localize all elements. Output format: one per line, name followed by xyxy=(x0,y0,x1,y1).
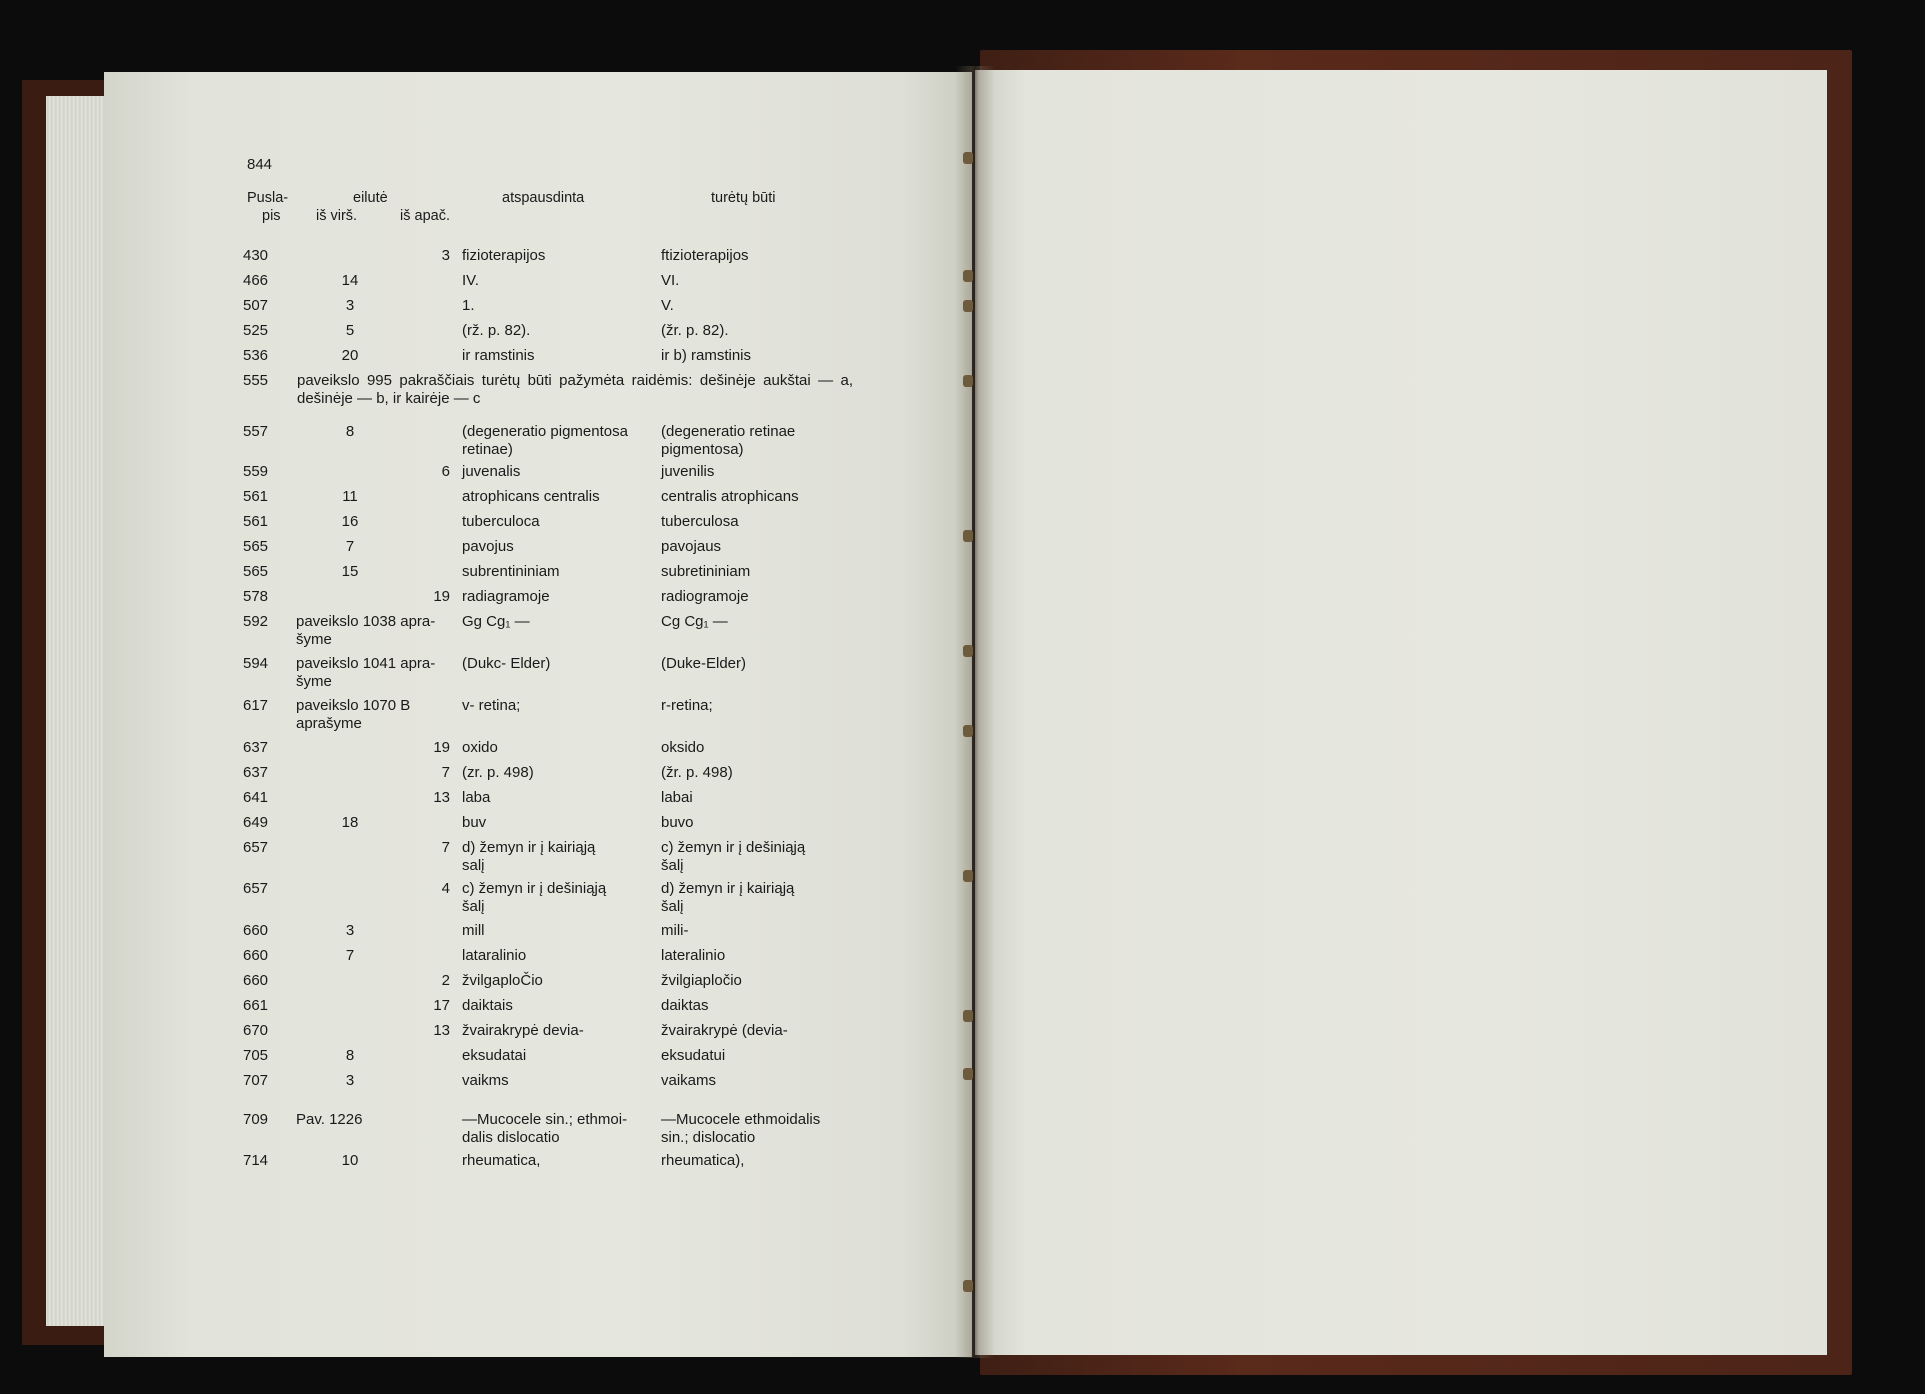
errata-line-from-bottom: 13 xyxy=(433,1022,450,1039)
errata-line-from-top: 18 xyxy=(341,814,359,831)
errata-correct-text: ir b) ramstinis xyxy=(661,347,752,364)
errata-correct-text: žvairakrypė (devia- xyxy=(661,1022,788,1039)
errata-correct-text: Cg Cg₁ — xyxy=(661,613,728,630)
errata-printed-text: Gg Cg₁ — xyxy=(462,613,530,630)
errata-printed-text: oxido xyxy=(462,739,498,756)
errata-page: 705 xyxy=(243,1047,269,1064)
errata-printed-text: v- retina; xyxy=(462,697,521,714)
errata-line-from-top: 14 xyxy=(341,272,359,289)
errata-correct-text: žvilgiapločio xyxy=(661,972,742,989)
errata-line-from-top: 11 xyxy=(342,488,358,505)
errata-page: 637 xyxy=(243,739,269,756)
errata-page: 660 xyxy=(243,972,269,989)
stitch-mark xyxy=(963,1010,973,1022)
errata-line-from-top: paveikslo 1038 apra- šyme xyxy=(296,613,436,648)
errata-line-from-top: 3 xyxy=(345,1072,355,1089)
header-from-bottom: iš apač. xyxy=(400,208,450,224)
errata-page: 559 xyxy=(243,463,269,480)
errata-page: 657 xyxy=(243,839,269,856)
errata-page: 555 xyxy=(243,372,269,389)
errata-correct-text: juvenilis xyxy=(661,463,715,480)
book-gutter xyxy=(955,66,995,1358)
errata-correct-text: centralis atrophicans xyxy=(661,488,799,505)
errata-page: 661 xyxy=(243,997,269,1014)
errata-correct-text: radiogramoje xyxy=(661,588,749,605)
errata-page: 466 xyxy=(243,272,269,289)
errata-correct-text: V. xyxy=(661,297,674,314)
header-page-line2: pis xyxy=(262,208,281,224)
errata-page: 565 xyxy=(243,538,269,555)
errata-line-from-top: 3 xyxy=(345,922,355,939)
errata-printed-text: juvenalis xyxy=(462,463,521,480)
errata-page: 592 xyxy=(243,613,269,630)
errata-page: 594 xyxy=(243,655,269,672)
page-number: 844 xyxy=(247,156,273,173)
errata-printed-text: subrentininiam xyxy=(462,563,560,580)
errata-page: 507 xyxy=(243,297,269,314)
errata-page: 641 xyxy=(243,789,269,806)
errata-correct-text: pavojaus xyxy=(661,538,722,555)
errata-page: 557 xyxy=(243,423,269,440)
header-page-line1: Pusla- xyxy=(247,190,289,206)
stitch-mark xyxy=(963,375,973,387)
errata-correct-text: tuberculosa xyxy=(661,513,739,530)
errata-page: 649 xyxy=(243,814,269,831)
errata-printed-text: atrophicans centralis xyxy=(462,488,600,505)
errata-correct-text: labai xyxy=(661,789,693,806)
errata-printed-text: rheumatica, xyxy=(462,1152,541,1169)
errata-printed-text: žvilgaploČio xyxy=(462,972,543,989)
errata-correct-text: mili- xyxy=(661,922,689,939)
errata-page: 714 xyxy=(243,1152,269,1169)
errata-line-from-top: paveikslo 1041 apra- šyme xyxy=(296,655,436,690)
errata-correct-text: VI. xyxy=(661,272,680,289)
errata-page: 660 xyxy=(243,947,269,964)
errata-printed-text: tuberculoca xyxy=(462,513,540,530)
errata-line-from-bottom: 19 xyxy=(433,739,450,756)
errata-correct-text: (Duke-Elder) xyxy=(661,655,747,672)
errata-printed-text: fizioterapijos xyxy=(462,247,546,264)
stitch-mark xyxy=(963,530,973,542)
errata-printed-text: lataralinio xyxy=(462,947,527,964)
errata-printed-text: 1. xyxy=(462,297,475,314)
stitch-mark xyxy=(963,270,973,282)
errata-printed-text: (zr. p. 498) xyxy=(462,764,534,781)
errata-line-from-top: 10 xyxy=(341,1152,359,1169)
errata-page: 561 xyxy=(243,513,269,530)
errata-line-from-bottom: 7 xyxy=(441,839,450,856)
errata-printed-text: d) žemyn ir į kairiąją salį xyxy=(462,839,596,874)
stitch-mark xyxy=(963,1068,973,1080)
errata-printed-text: —Mucocele sin.; ethmoi- dalis dislocatio xyxy=(462,1111,628,1146)
errata-correct-text: oksido xyxy=(661,739,705,756)
stitch-mark xyxy=(963,1280,973,1292)
stitch-mark xyxy=(963,725,973,737)
errata-page: 709 xyxy=(243,1111,269,1128)
errata-line-from-bottom: 2 xyxy=(441,972,450,989)
errata-printed-text: laba xyxy=(462,789,491,806)
errata-printed-text: pavojus xyxy=(462,538,514,555)
header-printed: atspausdinta xyxy=(502,190,585,206)
errata-page: 536 xyxy=(243,347,269,364)
errata-printed-text: vaikms xyxy=(462,1072,509,1089)
errata-line-from-top: 7 xyxy=(345,947,355,964)
errata-printed-text: daiktais xyxy=(462,997,513,1014)
errata-correct-text: —Mucocele ethmoidalis sin.; dislocatio xyxy=(661,1111,821,1146)
errata-page: 670 xyxy=(243,1022,269,1039)
errata-line-from-top: paveikslo 1070 B aprašyme xyxy=(296,697,411,732)
errata-correct-text: c) žemyn ir į dešiniąją šalį xyxy=(661,839,806,874)
errata-line-from-bottom: 7 xyxy=(441,764,450,781)
errata-printed-text: ir ramstinis xyxy=(462,347,535,364)
errata-line-from-top: 20 xyxy=(341,347,359,364)
errata-correct-text: (žr. p. 82). xyxy=(661,322,729,339)
errata-line-from-top: 16 xyxy=(341,513,359,530)
errata-line-from-bottom: 13 xyxy=(433,789,450,806)
errata-note: paveikslo 995 pakraščiais turėtų būti pažymėta raidėmis: dešinėje aukštai — a, dešinėje — b, ir kairėje — c xyxy=(297,372,853,407)
errata-printed-text: IV. xyxy=(462,272,479,289)
errata-printed-text: buv xyxy=(462,814,487,831)
errata-page: 525 xyxy=(243,322,269,339)
errata-printed-text: (rž. p. 82). xyxy=(462,322,531,339)
errata-printed-text: mill xyxy=(462,922,485,939)
errata-line-from-bottom: 6 xyxy=(441,463,450,480)
stitch-mark xyxy=(963,152,973,164)
errata-correct-text: (žr. p. 498) xyxy=(661,764,733,781)
errata-correct-text: (degeneratio retinae pigmentosa) xyxy=(661,423,796,458)
errata-correct-text: vaikams xyxy=(661,1072,717,1089)
errata-page: 660 xyxy=(243,922,269,939)
errata-line-from-top: Pav. 1226 xyxy=(296,1111,363,1128)
header-from-top: iš virš. xyxy=(316,208,358,224)
errata-correct-text: subretininiam xyxy=(661,563,751,580)
errata-line-from-top: 3 xyxy=(345,297,355,314)
errata-line-from-top: 7 xyxy=(345,538,355,555)
errata-line-from-bottom: 3 xyxy=(441,247,450,264)
header-should-be: turėtų būti xyxy=(711,190,776,206)
errata-line-from-top: 5 xyxy=(345,322,355,339)
errata-page: 561 xyxy=(243,488,269,505)
errata-correct-text: daiktas xyxy=(661,997,709,1014)
stitch-mark xyxy=(963,645,973,657)
errata-line-from-top: 15 xyxy=(341,563,359,580)
stitch-mark xyxy=(963,300,973,312)
errata-page: 430 xyxy=(243,247,269,264)
errata-correct-text: r-retina; xyxy=(661,697,713,714)
right-page-blank xyxy=(975,70,1827,1355)
errata-page: 637 xyxy=(243,764,269,781)
errata-correct-text: eksudatui xyxy=(661,1047,726,1064)
errata-printed-text: (Dukc- Elder) xyxy=(462,655,551,672)
errata-page: 565 xyxy=(243,563,269,580)
errata-correct-text: rheumatica), xyxy=(661,1152,745,1169)
errata-printed-text: c) žemyn ir į dešiniąją šalį xyxy=(462,880,607,915)
errata-line-from-bottom: 4 xyxy=(441,880,450,897)
errata-printed-text: radiagramoje xyxy=(462,588,550,605)
errata-page: 578 xyxy=(243,588,269,605)
errata-printed-text: (degeneratio pigmentosa retinae) xyxy=(462,423,628,458)
errata-line-from-bottom: 19 xyxy=(433,588,450,605)
errata-correct-text: d) žemyn ir į kairiąją šalį xyxy=(661,880,795,915)
errata-printed-text: žvairakrypė devia- xyxy=(462,1022,584,1039)
errata-line-from-top: 8 xyxy=(345,423,355,440)
errata-correct-text: lateralinio xyxy=(661,947,726,964)
errata-correct-text: buvo xyxy=(661,814,694,831)
stitch-mark xyxy=(963,870,973,882)
errata-correct-text: ftizioterapijos xyxy=(661,247,749,264)
errata-printed-text: eksudatai xyxy=(462,1047,527,1064)
errata-page: 707 xyxy=(243,1072,269,1089)
errata-page: 657 xyxy=(243,880,269,897)
errata-line-from-top: 8 xyxy=(345,1047,355,1064)
header-line: eilutė xyxy=(353,190,388,206)
errata-line-from-bottom: 17 xyxy=(433,997,450,1014)
errata-page: 617 xyxy=(243,697,269,714)
